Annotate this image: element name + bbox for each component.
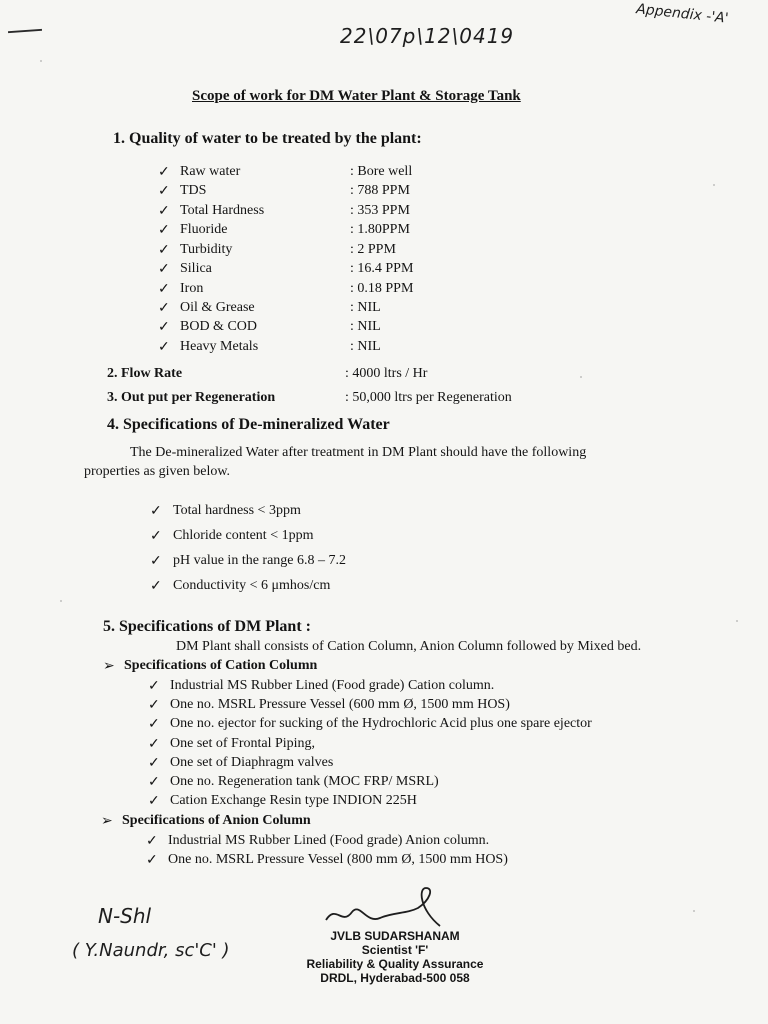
dm-water-spec: Chloride content < 1ppm <box>173 528 314 543</box>
quality-item-label: Heavy Metals <box>180 339 259 354</box>
anion-column-heading: Specifications of Anion Column <box>122 813 311 828</box>
flow-rate-value: : 4000 ltrs / Hr <box>345 366 428 381</box>
quality-item-label: Silica <box>180 261 212 276</box>
checkmark-icon: ✓ <box>150 504 162 519</box>
checkmark-icon: ✓ <box>146 853 158 868</box>
section-4-paragraph-line-2: properties as given below. <box>84 464 231 479</box>
checkmark-icon: ✓ <box>150 529 162 544</box>
quality-item-label: Turbidity <box>180 242 233 257</box>
cation-spec-item: One no. Regeneration tank (MOC FRP/ MSRL) <box>170 774 439 789</box>
anion-spec-item: Industrial MS Rubber Lined (Food grade) Anion column. <box>168 833 490 848</box>
checkmark-icon: ✓ <box>158 243 170 258</box>
dm-water-spec: pH value in the range 6.8 – 7.2 <box>173 553 347 568</box>
cation-spec-item: Industrial MS Rubber Lined (Food grade) Cation column. <box>170 678 495 693</box>
section-4-paragraph-line-1: The De-mineralized Water after treatment in DM Plant should have the following <box>130 445 587 460</box>
arrow-bullet-icon: ➢ <box>103 659 115 674</box>
quality-item-value: : 353 PPM <box>350 203 410 218</box>
checkmark-icon: ✓ <box>158 184 170 199</box>
quality-item-value: : 16.4 PPM <box>350 261 414 276</box>
checkmark-icon: ✓ <box>148 698 160 713</box>
section-1-heading: 1. Quality of water to be treated by the plant: <box>113 130 422 147</box>
checkmark-icon: ✓ <box>158 204 170 219</box>
pen-stroke <box>8 29 42 33</box>
checkmark-icon: ✓ <box>158 301 170 316</box>
output-per-regeneration-label: 3. Out put per Regeneration <box>107 390 276 405</box>
quality-item-label: Total Hardness <box>180 203 265 218</box>
cation-column-heading: Specifications of Cation Column <box>124 658 318 673</box>
scan-speck <box>40 60 42 62</box>
signature-scribble <box>322 884 446 932</box>
cation-spec-item: One set of Diaphragm valves <box>170 755 334 770</box>
checkmark-icon: ✓ <box>148 794 160 809</box>
quality-item-label: Raw water <box>180 164 241 179</box>
scan-speck <box>736 620 738 622</box>
quality-item-label: BOD & COD <box>180 319 258 334</box>
cation-spec-item: One set of Frontal Piping, <box>170 736 316 751</box>
quality-item-value: : NIL <box>350 300 381 315</box>
cation-spec-item: One no. ejector for sucking of the Hydrochloric Acid plus one spare ejector <box>170 716 592 731</box>
dm-water-spec: Total hardness < 3ppm <box>173 503 301 518</box>
quality-item-value: : NIL <box>350 319 381 334</box>
quality-item-label: Oil & Grease <box>180 300 255 315</box>
checkmark-icon: ✓ <box>158 223 170 238</box>
checkmark-icon: ✓ <box>158 165 170 180</box>
quality-item-label: Iron <box>180 281 204 296</box>
quality-item-label: TDS <box>180 183 207 198</box>
quality-item-label: Fluoride <box>180 222 228 237</box>
handwritten-initials: N-Shl <box>98 904 152 928</box>
quality-item-value: : 1.80PPM <box>350 222 410 237</box>
quality-item-value: : Bore well <box>350 164 413 179</box>
flow-rate-label: 2. Flow Rate <box>107 366 183 381</box>
checkmark-icon: ✓ <box>146 834 158 849</box>
scan-speck <box>60 600 62 602</box>
arrow-bullet-icon: ➢ <box>101 814 113 829</box>
checkmark-icon: ✓ <box>148 679 160 694</box>
checkmark-icon: ✓ <box>158 282 170 297</box>
handwritten-appendix-label: Appendix -'A' <box>635 1 730 27</box>
handwritten-name-note: ( Y.Naundr, sc'C' ) <box>72 940 230 961</box>
quality-item-value: : 0.18 PPM <box>350 281 414 296</box>
section-5-intro: DM Plant shall consists of Cation Column, Anion Column followed by Mixed bed. <box>176 639 642 654</box>
checkmark-icon: ✓ <box>150 579 162 594</box>
signatory-designation: Scientist 'F' <box>361 943 429 957</box>
scan-speck <box>580 376 582 378</box>
document-title: Scope of work for DM Water Plant & Storage Tank <box>192 88 521 104</box>
scan-speck <box>693 910 695 912</box>
output-per-regeneration-value: : 50,000 ltrs per Regeneration <box>345 390 512 405</box>
quality-item-value: : 788 PPM <box>350 183 410 198</box>
anion-spec-item: One no. MSRL Pressure Vessel (800 mm Ø, 1500 mm HOS) <box>168 852 508 867</box>
checkmark-icon: ✓ <box>148 756 160 771</box>
signatory-department: Reliability & Quality Assurance <box>306 957 484 971</box>
section-5-heading: 5. Specifications of DM Plant : <box>103 618 311 635</box>
checkmark-icon: ✓ <box>148 737 160 752</box>
cation-spec-item: Cation Exchange Resin type INDION 225H <box>170 793 417 808</box>
quality-item-value: : NIL <box>350 339 381 354</box>
section-4-heading: 4. Specifications of De-mineralized Water <box>107 416 390 433</box>
checkmark-icon: ✓ <box>158 320 170 335</box>
handwritten-reference-number: 22\07p\12\0419 <box>340 24 515 48</box>
checkmark-icon: ✓ <box>158 340 170 355</box>
signatory-name: JVLB SUDARSHANAM <box>330 929 460 943</box>
checkmark-icon: ✓ <box>150 554 162 569</box>
checkmark-icon: ✓ <box>158 262 170 277</box>
scan-speck <box>713 184 715 186</box>
signatory-address: DRDL, Hyderabad-500 058 <box>320 971 470 985</box>
checkmark-icon: ✓ <box>148 717 160 732</box>
dm-water-spec: Conductivity < 6 μmhos/cm <box>173 578 331 593</box>
cation-spec-item: One no. MSRL Pressure Vessel (600 mm Ø, 1500 mm HOS) <box>170 697 510 712</box>
quality-item-value: : 2 PPM <box>350 242 396 257</box>
checkmark-icon: ✓ <box>148 775 160 790</box>
